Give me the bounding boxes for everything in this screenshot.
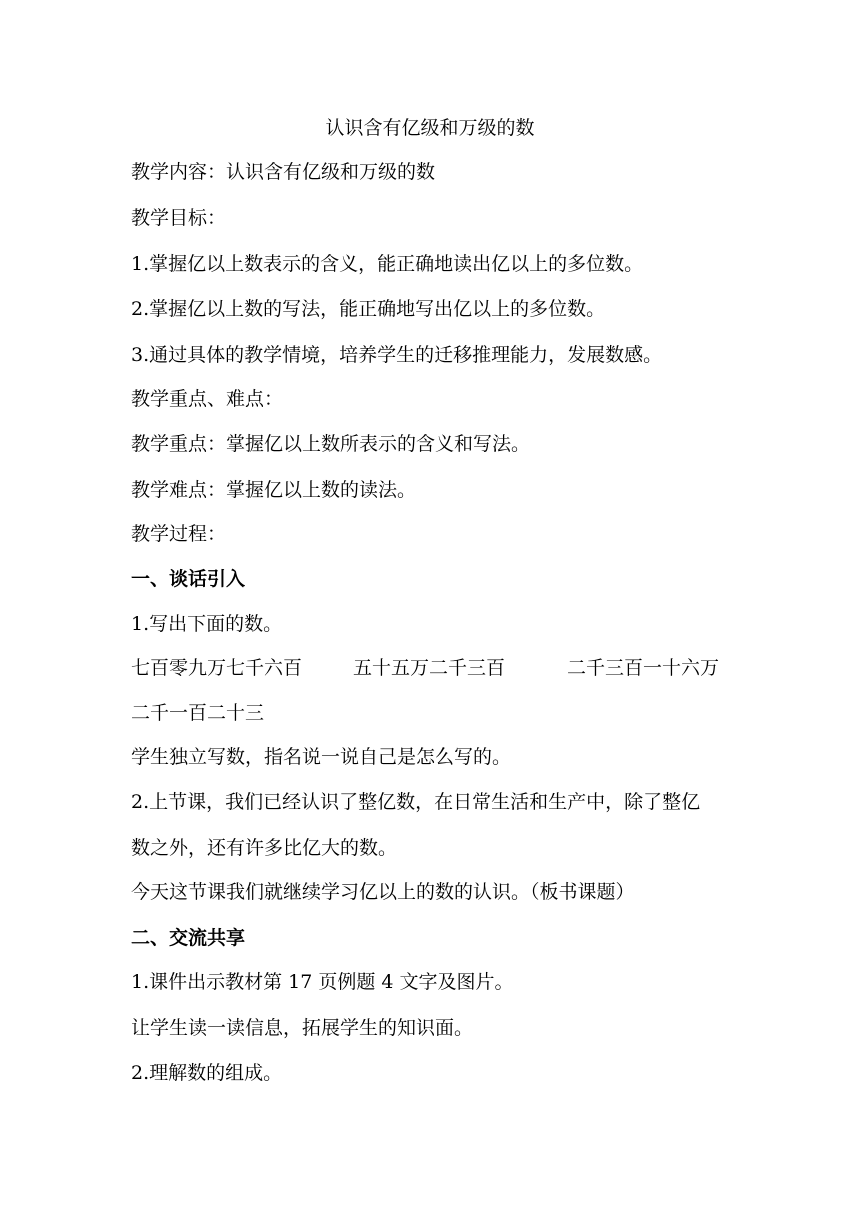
student-writing-line: 学生独立写数，指名说一说自己是怎么写的。 [131,746,512,768]
reading-line: 让学生读一读信息，拓展学生的知识面。 [131,1017,474,1039]
process-heading: 教学过程： [131,523,227,545]
objective-2: 2.掌握亿以上数的写法，能正确地写出亿以上的多位数。 [131,298,606,320]
section-1-heading: 一、谈话引入 [131,568,246,590]
number-item: 五十五万二千三百 [353,657,506,679]
number-item-wrapped: 二千一百二十三 [131,702,265,724]
composition-line: 2.理解数的组成。 [131,1062,283,1084]
courseware-line: 1.课件出示教材第 17 页例题 4 文字及图片。 [131,971,514,993]
key-points-heading: 教学重点、难点： [131,388,284,410]
key-point-line: 教学重点：掌握亿以上数所表示的含义和写法。 [131,433,531,455]
document-title: 认识含有亿级和万级的数 [325,117,535,139]
section-2-heading: 二、交流共享 [131,927,246,949]
intro-line-2: 数之外，还有许多比亿大的数。 [131,837,398,859]
teaching-objectives-heading: 教学目标： [131,207,227,229]
exercise-1-line: 1.写出下面的数。 [131,613,283,635]
objective-1: 1.掌握亿以上数表示的含义，能正确地读出亿以上的多位数。 [131,253,644,275]
intro-line-1: 2.上节课，我们已经认识了整亿数，在日常生活和生产中，除了整亿 [131,791,701,813]
number-item: 二千三百一十六万 [567,657,720,679]
number-item: 七百零九万七千六百 [131,657,303,679]
topic-line: 今天这节课我们就继续学习亿以上的数的认识。（板书课题） [131,881,635,903]
difficulty-line: 教学难点：掌握亿以上数的读法。 [131,479,417,501]
teaching-content-line: 教学内容：认识含有亿级和万级的数 [131,161,436,183]
objective-3: 3.通过具体的教学情境，培养学生的迁移推理能力，发展数感。 [131,344,663,366]
